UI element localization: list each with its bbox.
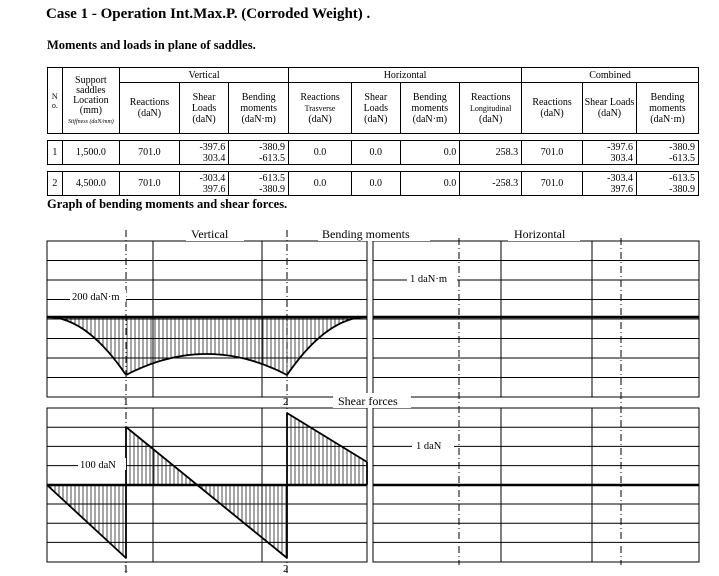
scale-shear-vertical: 100 daN [80,460,116,471]
page-title: Case 1 - Operation Int.Max.P. (Corroded Weight) . [46,6,371,22]
row-c-reaction: 701.0 [522,172,583,196]
col-no: N o. [48,68,63,134]
label-shear-forces: Shear forces [338,394,398,408]
group-combined: Combined [522,68,699,83]
row-v-shear: -397.6 303.4 [179,141,229,165]
v-shear-head: Shear Loads (daN) [179,83,229,134]
h-reactions-label: Reactions [300,91,340,103]
group-horizontal: Horizontal [289,68,522,83]
section-subtitle: Moments and loads in plane of saddles. [47,38,256,52]
row-v-shear: -303.4 397.6 [179,172,229,196]
row-c-bending: -613.5 -380.9 [637,172,699,196]
row-c-shear: -397.6 303.4 [582,141,636,165]
scale-shear-horizontal: 1 daN [416,441,442,452]
h-unit-label: (daN) [308,113,332,125]
row-h-bending: 0.0 [400,172,460,196]
h-shear-head: Shear Loads (daN) [352,83,400,134]
row-h-reaction-l: -258.3 [460,172,522,196]
shear-curve-segment [47,485,126,558]
scale-moment-vertical: 200 daN·m [72,292,120,303]
support-2-label-bottom: 2 [283,563,289,575]
row-v-bending: -380.9 -613.5 [229,141,289,165]
diagram-hatching [51,317,363,557]
row-location: 4,500.0 [62,172,119,196]
label-vertical: Vertical [191,227,229,241]
row-c-reaction: 701.0 [522,141,583,165]
row-h-reaction-t: 0.0 [289,172,352,196]
c-shear-head: Shear Loads (daN) [582,83,636,134]
graph-title: Graph of bending moments and shear forces. [47,197,288,211]
col-support-l3: (mm) [79,104,102,116]
h-longitudinal-label: Longitudinal [470,103,512,113]
h-trasverse-label: Trasverse [304,103,336,113]
row-c-bending: -380.9 -613.5 [637,141,699,165]
support-2-label-top: 2 [283,396,289,408]
row-v-reaction: 701.0 [120,172,180,196]
row-no: 2 [48,172,63,196]
row-location: 1,500.0 [62,141,119,165]
v-bending-head: Bending moments (daN·m) [229,83,289,134]
h-unit-label-2: (daN) [479,113,503,125]
v-reactions-head: Reactions (daN) [120,83,180,134]
row-h-bending: 0.0 [400,141,460,165]
row-h-shear: 0.0 [352,141,400,165]
row-h-shear: 0.0 [352,172,400,196]
h-reactions-label-2: Reactions [470,91,511,103]
label-bending-moments: Bending moments [322,227,410,241]
c-reactions-head: Reactions (daN) [522,83,583,134]
scale-moment-horizontal: 1 daN·m [410,274,448,285]
row-h-reaction-l: 258.3 [460,141,522,165]
label-horizontal: Horizontal [514,227,566,241]
h-bending-head: Bending moments (daN·m) [400,83,460,134]
support-1-label-top: 1 [123,396,129,408]
group-vertical: Vertical [120,68,289,83]
col-support-l1: Support saddles [75,74,107,96]
support-1-label-bottom: 1 [123,563,129,575]
col-stiffness: Stiffness (daN/mm) [67,118,114,125]
c-bending-head: Bending moments (daN·m) [637,83,699,134]
row-v-bending: -613.5 -380.9 [229,172,289,196]
row-c-shear: -303.4 397.6 [582,172,636,196]
row-no: 1 [48,141,63,165]
row-v-reaction: 701.0 [120,141,180,165]
col-support-l2: Location [73,94,109,106]
row-h-reaction-t: 0.0 [289,141,352,165]
